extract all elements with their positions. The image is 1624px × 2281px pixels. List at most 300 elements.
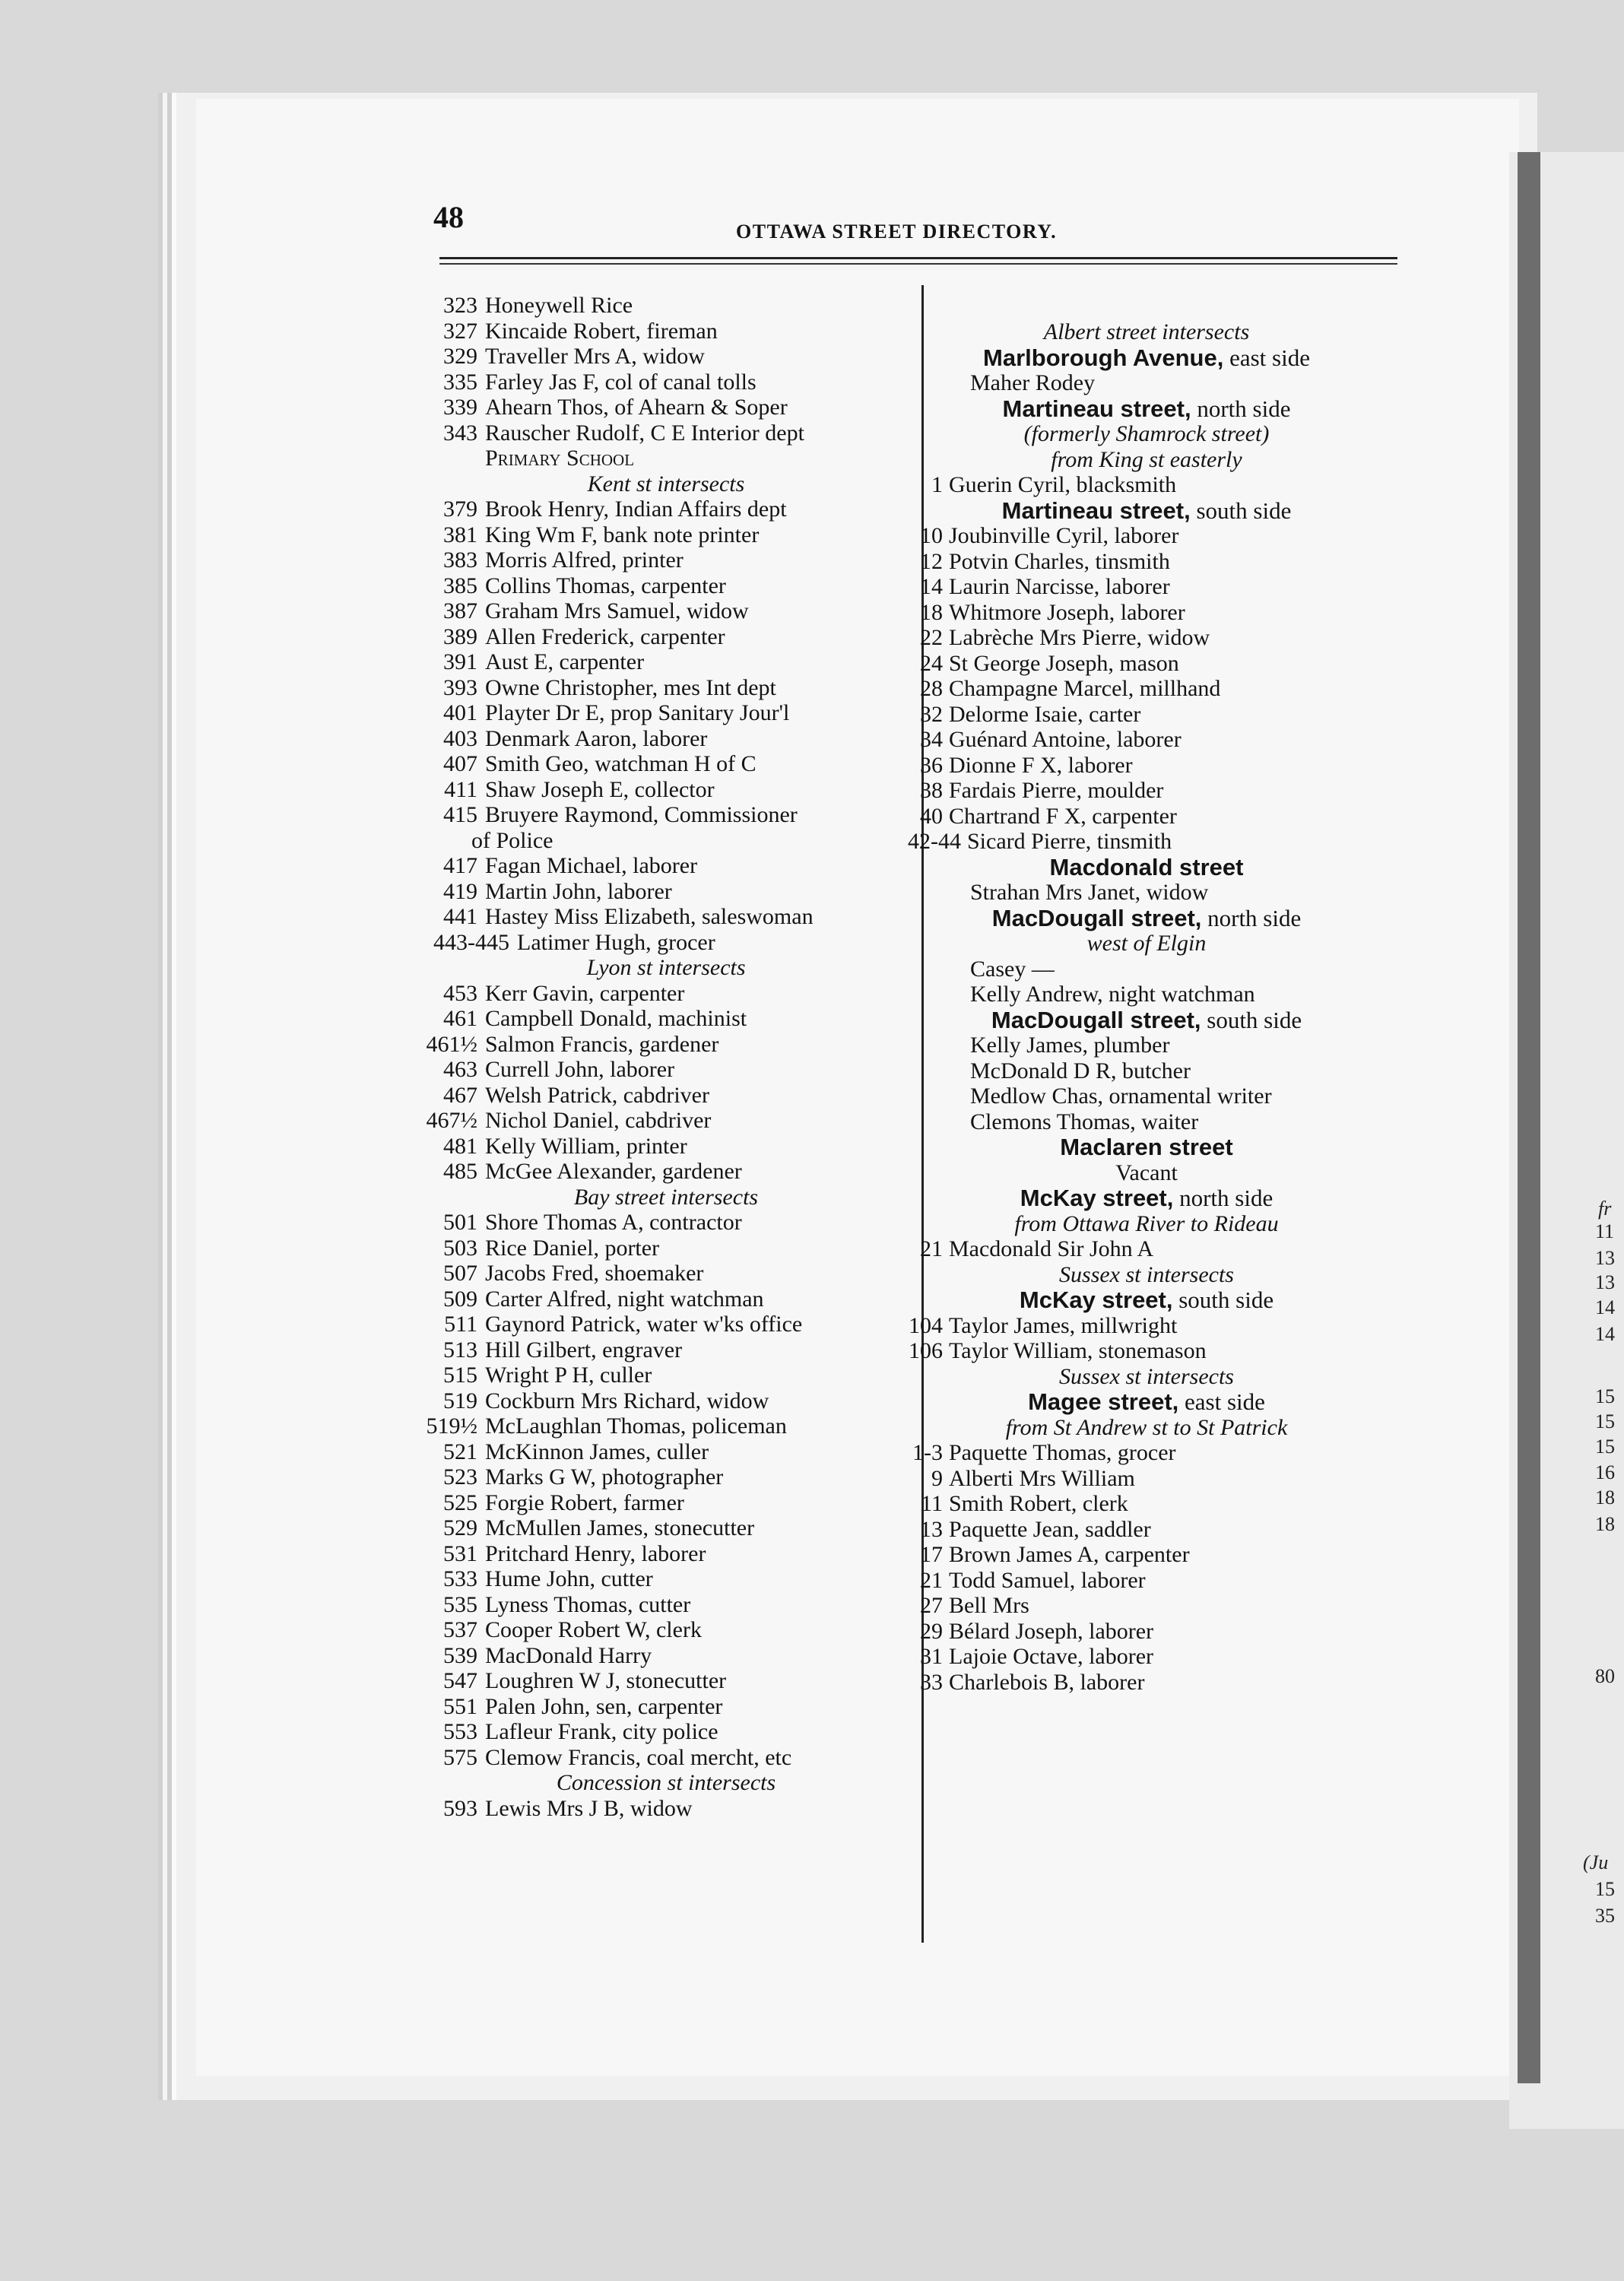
vacant-note: Vacant [1115, 1160, 1178, 1185]
house-number: 42-44 [908, 829, 961, 854]
house-number: 481 [443, 1133, 477, 1159]
house-number: 385 [443, 573, 477, 598]
house-number: 467½ [426, 1108, 477, 1133]
house-number: 327 [443, 318, 477, 344]
house-number: 24 [920, 650, 943, 676]
directory-entry [423, 1541, 909, 1567]
resident-name: Salmon Francis, gardener [485, 1031, 719, 1057]
resident-name: Smith Geo, watchman H of C [485, 751, 756, 776]
house-number: 12 [920, 548, 943, 574]
house-number: 339 [443, 395, 477, 420]
resident-name: Gaynord Patrick, water w'ks office [485, 1312, 803, 1337]
directory-entry [423, 802, 909, 828]
resident-name: Fardais Pierre, moulder [949, 778, 1164, 803]
directory-entry: Medlow Chas, ornamental writer [970, 1083, 1272, 1109]
resident-name: Hume John, cutter [485, 1566, 653, 1591]
resident-name: Palen John, sen, carpenter [485, 1693, 723, 1719]
resident-name: McLaughlan Thomas, policeman [485, 1413, 787, 1439]
resident-name: Owne Christopher, mes Int dept [485, 674, 776, 700]
directory-entry [423, 1210, 909, 1236]
street-heading [903, 396, 1390, 422]
house-number: 13 [920, 1516, 943, 1542]
adjacent-page-fragment: 14 [1595, 1323, 1615, 1345]
directory-entry [903, 1593, 1390, 1619]
directory-entry [423, 1745, 909, 1771]
directory-entry [423, 547, 909, 573]
resident-name: Ahearn Thos, of Ahearn & Soper [485, 395, 788, 420]
directory-entry [423, 1719, 909, 1745]
directory-entry [903, 523, 1390, 549]
street-heading [903, 345, 1390, 371]
intersection-note: from King st easterly [1051, 446, 1242, 472]
street-name: McKay street, [1020, 1185, 1174, 1211]
directory-entry [423, 598, 909, 624]
house-number: 507 [443, 1261, 477, 1286]
resident-name: McGee Alexander, gardener [485, 1159, 742, 1184]
resident-name: Guerin Cyril, blacksmith [949, 472, 1177, 497]
directory-entry [423, 700, 909, 726]
house-number: 419 [443, 878, 477, 904]
street-heading [903, 855, 1390, 880]
house-number: 415 [443, 802, 477, 827]
house-number: 593 [443, 1795, 477, 1821]
street-name: Martineau street, [1001, 496, 1191, 524]
resident-name: Playter Dr E, prop Sanitary Jour'l [485, 700, 790, 725]
directory-entry [423, 1363, 909, 1388]
directory-entry [903, 676, 1390, 702]
resident-name: Smith Robert, clerk [949, 1491, 1128, 1516]
directory-entry [423, 1694, 909, 1720]
resident-name: Hastey Miss Elizabeth, saleswoman [485, 904, 814, 929]
house-number: 28 [920, 676, 943, 701]
right-column [903, 319, 1390, 1695]
street-name: Macdonald street [1049, 853, 1244, 880]
street-side: east side [1229, 344, 1310, 371]
house-number: 343 [443, 420, 477, 446]
resident-name: Martin John, laborer [485, 878, 672, 904]
street-heading [903, 906, 1390, 931]
house-number: 513 [443, 1337, 477, 1363]
house-number: 34 [920, 727, 943, 752]
directory-entry: Kelly James, plumber [970, 1033, 1170, 1058]
resident-name: Traveller Mrs A, widow [485, 344, 705, 369]
resident-name: Honeywell Rice [485, 293, 633, 318]
street-side: south side [1207, 1006, 1302, 1033]
left-column [423, 293, 909, 1821]
house-number: 9 [931, 1465, 943, 1491]
street-side: north side [1207, 904, 1302, 931]
house-number: 387 [443, 598, 477, 623]
adjacent-page-fragment: 15 [1595, 1385, 1615, 1407]
resident-name: Lewis Mrs J B, widow [485, 1795, 693, 1821]
street-heading [903, 1007, 1390, 1033]
header-rule-thin [439, 263, 1397, 265]
street-name: MacDougall street, [991, 904, 1202, 931]
house-number: 27 [920, 1593, 943, 1618]
resident-name: Sicard Pierre, tinsmith [967, 829, 1172, 854]
resident-name: Wright P H, culler [485, 1363, 652, 1388]
directory-entry [423, 1236, 909, 1261]
street-heading [903, 498, 1390, 524]
house-number: 411 [444, 776, 477, 802]
directory-entry [903, 1568, 1390, 1594]
house-number: 575 [443, 1744, 477, 1770]
directory-entry: Casey — [970, 956, 1055, 982]
adjacent-page-fragment: fr [1598, 1198, 1612, 1220]
directory-entry [423, 853, 909, 879]
intersection-note: Sussex st intersects [1059, 1363, 1234, 1389]
house-number: 335 [443, 369, 477, 395]
resident-name: Lyness Thomas, cutter [485, 1591, 691, 1617]
directory-entry [423, 293, 909, 319]
resident-name: Brook Henry, Indian Affairs dept [485, 496, 787, 522]
resident-name: Clemow Francis, coal mercht, etc [485, 1744, 792, 1770]
resident-name: Shaw Joseph E, collector [485, 776, 715, 802]
resident-name: Brown James A, carpenter [949, 1542, 1190, 1567]
adjacent-page-fragment: 18 [1595, 1486, 1615, 1509]
directory-entry [423, 904, 909, 930]
continuation-line: of Police [471, 827, 553, 853]
house-number: 391 [443, 649, 477, 674]
house-number: 537 [443, 1617, 477, 1642]
resident-name: Laurin Narcisse, laborer [949, 574, 1170, 599]
page-number: 48 [433, 200, 464, 234]
resident-name: MacDonald Harry [485, 1642, 652, 1668]
resident-name: Champagne Marcel, millhand [949, 676, 1221, 701]
house-number: 523 [443, 1464, 477, 1489]
directory-entry: Strahan Mrs Janet, widow [970, 880, 1209, 905]
directory-entry [423, 1032, 909, 1058]
street-name: McKay street, [1019, 1286, 1173, 1313]
street-side: south side [1196, 496, 1292, 524]
street-name: Martineau street, [1002, 395, 1191, 422]
street-side: north side [1179, 1185, 1274, 1211]
resident-name: Aust E, carpenter [485, 649, 645, 674]
house-number: 31 [920, 1644, 943, 1669]
intersection-note: Albert street intersects [1043, 319, 1250, 344]
resident-name: Shore Thomas A, contractor [485, 1210, 742, 1235]
street-side: east side [1185, 1388, 1265, 1415]
house-number: 104 [909, 1312, 943, 1338]
resident-name: Rauscher Rudolf, C E Interior dept [485, 420, 804, 446]
resident-name: Nichol Daniel, cabdriver [485, 1108, 712, 1133]
house-number: 32 [920, 701, 943, 727]
directory-entry: Kelly Andrew, night watchman [970, 982, 1255, 1007]
directory-entry [423, 879, 909, 905]
directory-entry [903, 549, 1390, 575]
house-number: 453 [443, 980, 477, 1006]
house-number: 403 [443, 725, 477, 751]
street-heading [903, 1185, 1390, 1211]
house-number: 461 [443, 1006, 477, 1031]
house-number: 22 [920, 625, 943, 650]
resident-name: Kincaide Robert, fireman [485, 318, 718, 344]
intersection-note: west of Elgin [1086, 931, 1207, 956]
directory-entry [903, 1466, 1390, 1492]
resident-name: Lajoie Octave, laborer [949, 1644, 1154, 1669]
resident-name: Jacobs Fred, shoemaker [485, 1261, 704, 1286]
adjacent-page-fragment: 11 [1595, 1220, 1615, 1242]
house-number: 36 [920, 752, 943, 778]
street-name: MacDougall street, [991, 1006, 1201, 1033]
directory-entry [903, 829, 1390, 855]
directory-entry [903, 1542, 1390, 1568]
resident-name: Chartrand F X, carpenter [949, 803, 1177, 829]
resident-name: Paquette Thomas, grocer [949, 1440, 1176, 1465]
street-side: south side [1178, 1286, 1274, 1313]
street-name: Marlborough Avenue, [983, 344, 1224, 371]
street-heading [903, 1287, 1390, 1313]
resident-name: Fagan Michael, laborer [485, 853, 698, 878]
resident-name: Macdonald Sir John A [949, 1236, 1154, 1261]
house-number: 551 [443, 1693, 477, 1719]
resident-name: Guénard Antoine, laborer [949, 727, 1182, 752]
directory-entry [423, 1108, 909, 1134]
resident-name: Bell Mrs [949, 1593, 1029, 1618]
intersection-note: from Ottawa River to Rideau [1014, 1210, 1279, 1236]
directory-entry [903, 1644, 1390, 1670]
resident-name: Delorme Isaie, carter [949, 701, 1141, 727]
house-number: 407 [443, 751, 477, 776]
directory-entry [903, 778, 1390, 804]
resident-name: Joubinville Cyril, laborer [949, 523, 1179, 548]
directory-entry [423, 649, 909, 675]
house-number: 393 [443, 674, 477, 700]
house-number: 33 [920, 1669, 943, 1695]
house-number: 519½ [426, 1413, 477, 1439]
directory-entry [423, 1566, 909, 1592]
directory-entry [903, 727, 1390, 753]
page-title: OTTAWA STREET DIRECTORY. [736, 220, 1058, 243]
house-number: 18 [920, 599, 943, 625]
house-number: 21 [920, 1567, 943, 1593]
directory-entry [423, 1643, 909, 1669]
directory-entry [423, 777, 909, 803]
directory-entry [903, 1670, 1390, 1696]
directory-entry: Clemons Thomas, waiter [970, 1109, 1199, 1134]
directory-entry: Maher Rodey [970, 370, 1096, 395]
resident-name: Hill Gilbert, engraver [485, 1337, 683, 1363]
resident-name: Alberti Mrs William [949, 1465, 1135, 1491]
directory-entry [423, 1464, 909, 1490]
house-number: 521 [443, 1439, 477, 1464]
resident-name: Cockburn Mrs Richard, widow [485, 1388, 769, 1413]
street-name: Magee street, [1028, 1388, 1179, 1415]
house-number: 40 [920, 803, 943, 829]
directory-entry [423, 1134, 909, 1160]
resident-name: Taylor William, stonemason [949, 1338, 1207, 1363]
resident-name: Bruyere Raymond, Commissioner [485, 802, 798, 827]
resident-name: Labrèche Mrs Pierre, widow [949, 625, 1210, 650]
directory-entry [423, 1796, 909, 1822]
directory-entry [903, 1491, 1390, 1517]
directory-entry [423, 1312, 909, 1337]
adjacent-page-fragment: 15 [1595, 1410, 1615, 1432]
house-number: 503 [443, 1235, 477, 1261]
house-number: 379 [443, 496, 477, 522]
adjacent-page-fragment: 35 [1595, 1905, 1615, 1927]
house-number: 441 [443, 904, 477, 929]
header-rule [439, 257, 1397, 259]
directory-entry [903, 1338, 1390, 1364]
directory-entry [903, 574, 1390, 600]
directory-entry [903, 1440, 1390, 1466]
resident-name: Kelly William, printer [485, 1133, 687, 1159]
directory-entry [903, 625, 1390, 651]
intersection-note: Concession st intersects [556, 1770, 776, 1795]
directory-entry [423, 319, 909, 344]
adjacent-page-fragment: 16 [1595, 1461, 1615, 1483]
directory-entry [423, 981, 909, 1007]
directory-entry [423, 395, 909, 420]
directory-entry [903, 651, 1390, 677]
intersection-note: Kent st intersects [587, 471, 745, 496]
directory-entry [903, 1517, 1390, 1543]
house-number: 401 [443, 700, 477, 725]
resident-name: Marks G W, photographer [485, 1464, 724, 1489]
resident-name: Denmark Aaron, laborer [485, 725, 708, 751]
directory-entry [903, 1313, 1390, 1339]
street-heading [903, 1389, 1390, 1415]
directory-entry [423, 1388, 909, 1414]
binding-fold [1518, 152, 1540, 2083]
adjacent-page-fragment: 15 [1595, 1436, 1615, 1458]
street-side: north side [1197, 395, 1291, 422]
house-number: 529 [443, 1515, 477, 1540]
directory-entry [423, 1057, 909, 1083]
resident-name: Morris Alfred, printer [485, 547, 684, 573]
house-number: 11 [921, 1491, 943, 1516]
resident-name: Charlebois B, laborer [949, 1669, 1145, 1695]
directory-entry [423, 1006, 909, 1032]
resident-name: Graham Mrs Samuel, widow [485, 598, 749, 623]
resident-name: Whitmore Joseph, laborer [949, 599, 1185, 625]
resident-name: Loughren W J, stonecutter [485, 1668, 727, 1693]
resident-name: Potvin Charles, tinsmith [949, 548, 1170, 574]
house-number: 10 [920, 523, 943, 548]
directory-entry [423, 1439, 909, 1465]
house-number: 553 [443, 1719, 477, 1744]
house-number: 443-445 [433, 929, 509, 955]
directory-entry [423, 420, 909, 446]
resident-name: Lafleur Frank, city police [485, 1719, 718, 1744]
directory-entry [423, 675, 909, 701]
resident-name: Kerr Gavin, carpenter [485, 980, 685, 1006]
directory-entry [423, 726, 909, 752]
directory-entry [423, 1261, 909, 1286]
continuation-line: Primary School [485, 446, 635, 471]
directory-entry [903, 600, 1390, 626]
house-number: 17 [920, 1542, 943, 1567]
house-number: 417 [443, 853, 477, 878]
directory-entry [423, 1083, 909, 1109]
directory-entry [423, 1286, 909, 1312]
house-number: 463 [443, 1057, 477, 1082]
intersection-note: Bay street intersects [573, 1184, 759, 1210]
house-number: 515 [443, 1363, 477, 1388]
house-number: 525 [443, 1489, 477, 1515]
resident-name: Pritchard Henry, laborer [485, 1540, 706, 1566]
house-number: 461½ [426, 1031, 477, 1057]
intersection-note: from St Andrew st to St Patrick [1005, 1414, 1288, 1440]
house-number: 509 [443, 1286, 477, 1312]
intersection-note: Sussex st intersects [1059, 1261, 1234, 1287]
directory-entry [423, 624, 909, 650]
resident-name: Campbell Donald, machinist [485, 1006, 747, 1031]
directory-entry [423, 370, 909, 395]
intersection-note: (formerly Shamrock street) [1023, 421, 1270, 446]
resident-name: Taylor James, millwright [949, 1312, 1178, 1338]
resident-name: Paquette Jean, saddler [949, 1516, 1151, 1542]
adjacent-page-fragment: 13 [1595, 1271, 1615, 1293]
house-number: 29 [920, 1618, 943, 1644]
directory-entry [423, 1413, 909, 1439]
directory-entry [423, 1668, 909, 1694]
directory-entry [903, 1236, 1390, 1262]
street-name: Maclaren street [1060, 1134, 1233, 1160]
house-number: 519 [443, 1388, 477, 1413]
house-number: 501 [443, 1210, 477, 1235]
directory-entry [903, 472, 1390, 498]
house-number: 1 [931, 472, 943, 497]
house-number: 381 [443, 522, 477, 547]
resident-name: Dionne F X, laborer [949, 752, 1133, 778]
house-number: 511 [444, 1312, 477, 1337]
resident-name: King Wm F, bank note printer [485, 522, 760, 547]
resident-name: Forgie Robert, farmer [485, 1489, 684, 1515]
adjacent-page-fragment: 18 [1595, 1513, 1615, 1535]
adjacent-page-fragment: 13 [1595, 1247, 1615, 1269]
resident-name: Collins Thomas, carpenter [485, 573, 726, 598]
intersection-note: Lyon st intersects [586, 955, 746, 980]
adjacent-page-fragment: 80 [1595, 1665, 1615, 1687]
directory-entry [903, 753, 1390, 779]
resident-name: McMullen James, stonecutter [485, 1515, 755, 1540]
directory-entry [423, 496, 909, 522]
directory-entry [423, 751, 909, 777]
resident-name: Allen Frederick, carpenter [485, 623, 725, 649]
house-number: 467 [443, 1082, 477, 1108]
directory-entry [423, 1337, 909, 1363]
directory-entry [423, 1159, 909, 1185]
resident-name: Welsh Patrick, cabdriver [485, 1082, 709, 1108]
directory-entry [903, 1619, 1390, 1645]
directory-entry [423, 1490, 909, 1516]
street-heading [903, 1134, 1390, 1160]
house-number: 21 [920, 1236, 943, 1261]
house-number: 329 [443, 344, 477, 369]
resident-name: Latimer Hugh, grocer [517, 929, 715, 955]
resident-name: Cooper Robert W, clerk [485, 1617, 702, 1642]
house-number: 389 [443, 623, 477, 649]
house-number: 547 [443, 1668, 477, 1693]
resident-name: Rice Daniel, porter [485, 1235, 660, 1261]
house-number: 14 [920, 574, 943, 599]
resident-name: St George Joseph, mason [949, 650, 1179, 676]
resident-name: Farley Jas F, col of canal tolls [485, 369, 756, 395]
house-number: 539 [443, 1642, 477, 1668]
resident-name: Currell John, laborer [485, 1057, 675, 1082]
house-number: 1-3 [912, 1440, 943, 1465]
resident-name: Carter Alfred, night watchman [485, 1286, 764, 1312]
house-number: 485 [443, 1159, 477, 1184]
house-number: 535 [443, 1591, 477, 1617]
adjacent-page-fragment: 14 [1595, 1296, 1615, 1318]
house-number: 38 [920, 778, 943, 803]
resident-name: Todd Samuel, laborer [949, 1567, 1146, 1593]
house-number: 533 [443, 1566, 477, 1591]
directory-entry [903, 804, 1390, 830]
